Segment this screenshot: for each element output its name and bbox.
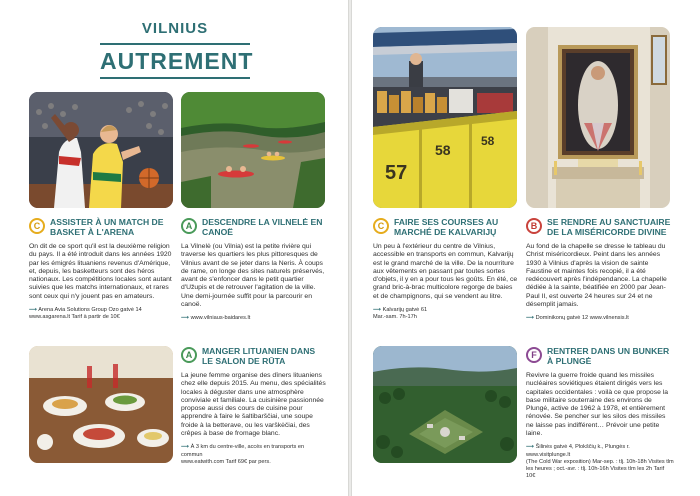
item-description: On dit de ce sport qu'il est la deuxième religion du pays. Il a été introduit dans les années 1920 par les émigrés lituaniens revenus d'Amérique, et, depuis, les basketteurs sont des héros nationaux. Les compétitions locales sont autant suivies que les matchs internationaux, et rares sont ceux qui n'y jouent pas en amateurs. [29, 243, 172, 300]
item-canoe [181, 217, 327, 323]
item-practical-info [181, 444, 327, 466]
info-hours: (The Cold War exposition) Mar-sep. : tlj. 10h-18h Visites tlm les heures ; oct.-avr. : tlj. 10h-16h Visites tlm les 2h Tarif 10€ [526, 458, 674, 480]
item-practical-info [29, 307, 175, 321]
info-address: Šilinės gatvė 4, Plokščių k., Plungės r. www.visitplunge.lt [526, 444, 630, 458]
arrow-icon: ⟶ [181, 315, 190, 322]
zone-badge: C [373, 218, 389, 234]
section-title: AUTREMENT [100, 43, 250, 79]
item-practical-info [373, 307, 519, 321]
info-address: Kalvarijų gatvė 61 [382, 307, 428, 314]
info-web: www.vilniaus-baidares.lt [190, 315, 251, 322]
item-description: Revivre la guerre froide quand les missiles nucléaires soviétiques étaient dirigés vers les capitales occidentales : voilà ce que propose la base militaire souterraine des environs de Plungė, active de 1962 à 1978, et entièrement rénovée. Se pencher sur les silos des missiles ne laisse pas indifférent… Prévoir une petite laine. [526, 372, 669, 438]
item-description: Un peu à l'extérieur du centre de Vilnius, accessible en transports en commun, Kalvarijų est le grand marché de la ville. De la nourriture aux vêtements en passant par toutes sortes d'objets, il y en a pour tous les goûts. En été, ce grand bric-à-brac multicolore regorge de baies et de champignons, qui se vendent au litre. [373, 243, 518, 300]
info-access: À 3 km du centre-ville, accès en transports en commun [181, 444, 305, 458]
section-kicker: VILNIUS [141, 20, 209, 37]
info-hours: Mar.-sam. 7h-17h [373, 314, 417, 321]
arrow-icon: ⟶ [181, 444, 190, 451]
stall-number: 58 [481, 134, 495, 148]
info-web: www.eatwith.com Tarif 69€ par pers. [181, 458, 271, 465]
right-page [352, 0, 700, 496]
item-description: La Vilnelė (ou Vilnia) est la petite rivière qui traverse les quartiers les plus pittoresques de Vilnius avant de se jeter dans la Neris. À coups de rame, on longe des sites naturels préservés, avant de s'enfoncer dans le petit quartier d'Užupis et de retrouver l'agitation de la ville. Une demi-journée suffit pour la parcourir en canoë. [181, 243, 325, 309]
item-title: RENTRER DANS UN BUNKER À PLUNGĖ [547, 346, 670, 366]
item-title: DESCENDRE LA VILNELĖ EN CANOË [202, 217, 323, 237]
item-practical-info [526, 444, 674, 480]
item-practical-info [181, 315, 327, 322]
basketball-photo [29, 92, 173, 208]
item-market [373, 217, 519, 321]
item-title: MANGER LITUANIEN DANS LE SALON DE RŪTA [202, 346, 316, 366]
arrow-icon: ⟶ [373, 307, 382, 314]
arrow-icon: ⟶ [29, 307, 38, 314]
zone-badge: B [526, 218, 542, 234]
item-title: FAIRE SES COURSES AU MARCHÉ DE KALVARIJŲ [394, 217, 499, 237]
sanctuary-photo [526, 27, 670, 208]
item-ruta-dinner [181, 346, 327, 466]
item-practical-info [526, 315, 674, 322]
canoe-photo [181, 92, 325, 208]
zone-badge: F [526, 347, 542, 363]
item-title: SE RENDRE AU SANCTUAIRE DE LA MISÉRICORDE DIVINE [547, 217, 671, 237]
info-web: www.asgarena.lt Tarif à partir de 10€ [29, 314, 120, 321]
info-address: Arena Avia Solutions Group Ozo gatvė 14 [38, 307, 142, 314]
item-basketball [29, 217, 175, 321]
item-title: ASSISTER À UN MATCH DE BASKET À L'ARENA [50, 217, 164, 237]
arrow-icon: ⟶ [526, 444, 535, 451]
market-photo [373, 27, 517, 208]
zone-badge: A [181, 347, 197, 363]
zone-badge: C [29, 218, 45, 234]
item-description: Au fond de la chapelle se dresse le tableau du Christ miséricordieux. Peint dans les années 1930 à Vilnius d'après la vision de sainte Faustine et maintes fois recopié, il a été redécouvert après l'indépendance. La chapelle dédiée à la sainte, béatifiée en 2000 par Jean-Paul II, est ouverte 24 heures sur 24 et ne désemplit jamais. [526, 243, 667, 309]
item-sanctuary [526, 217, 674, 323]
stall-number: 57 [385, 162, 408, 184]
bunker-photo [373, 346, 517, 463]
arrow-icon: ⟶ [526, 315, 535, 322]
item-bunker [526, 346, 674, 480]
stall-number: 58 [435, 142, 451, 158]
item-description: La jeune femme organise des dîners lituaniens chez elle depuis 2015. Au menu, des spécialités locales à déguster dans une atmosphère conviviale et familiale. La cuisinière passionnée propose aussi des cours de cuisine pour apprendre à faire le šaltibarščiai, une soupe froide à la betterave, ou les varškėčiai, des crêpes à base de fromage blanc. [181, 372, 326, 438]
dinner-photo [29, 346, 173, 463]
zone-badge: A [181, 218, 197, 234]
info-address: Dominikonų gatvė 12 www.vilnensis.lt [535, 315, 629, 322]
left-page [0, 0, 348, 496]
